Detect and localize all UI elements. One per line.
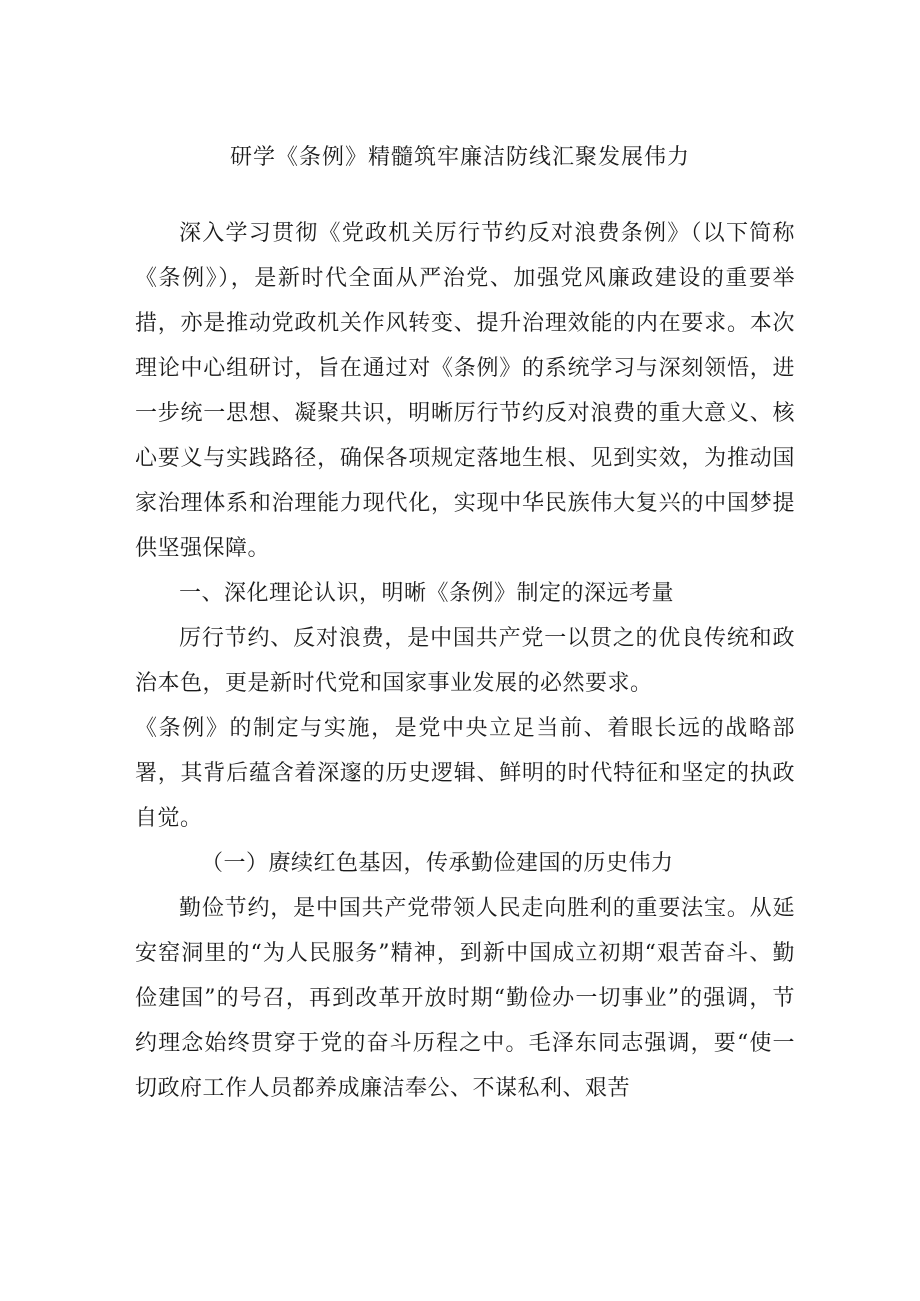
intro-paragraph: 深入学习贯彻《党政机关厉行节约反对浪费条例》（以下简称《条例》），是新时代全面从严治党、加强党风廉政建设的重要举措，亦是推动党政机关作风转变、提升治理效能的内在要求。本次理论中心组研讨，旨在通过对《条例》的系统学习与深刻领悟，进一步统一思想、凝聚共识，明晰厉行节约反对浪费的重大意义、核心要义与实践路径，确保各项规定落地生根、见到实效，为推动国家治理体系和治理能力现代化，实现中华民族伟大复兴的中国梦提供坚强保障。	[135, 221, 795, 561]
section-heading-1: 一、深化理论认识，明晰《条例》制定的深远考量	[179, 581, 675, 606]
subsection-1-paragraph-1: 勤俭节约，是中国共产党带领人民走向胜利的重要法宝。从延安窑洞里的“为人民服务”精神，到新中国成立初期“艰苦奋斗、勤俭建国”的号召，再到改革开放时期“勤俭办一切事业”的强调，节约理念始终贯穿于党的奋斗历程之中。毛泽东同志强调，要“使一切政府工作人员都养成廉洁奉公、不谋私利、艰苦	[135, 896, 795, 1101]
section-1-paragraph-1: 厉行节约、反对浪费，是中国共产党一以贯之的优良传统和政治本色，更是新时代党和国家事业发展的必然要求。	[135, 626, 795, 696]
subsection-heading-1: （一）赓续红色基因，传承勤俭建国的历史伟力	[201, 851, 674, 876]
document-title: 研学《条例》精髓筑牢廉洁防线汇聚发展伟力	[229, 145, 690, 170]
document-body	[135, 211, 795, 1111]
section-1-paragraph-2: 《条例》的制定与实施，是党中央立足当前、着眼长远的战略部署，其背后蕴含着深邃的历史逻辑、鲜明的时代特征和坚定的执政自觉。	[135, 716, 795, 831]
